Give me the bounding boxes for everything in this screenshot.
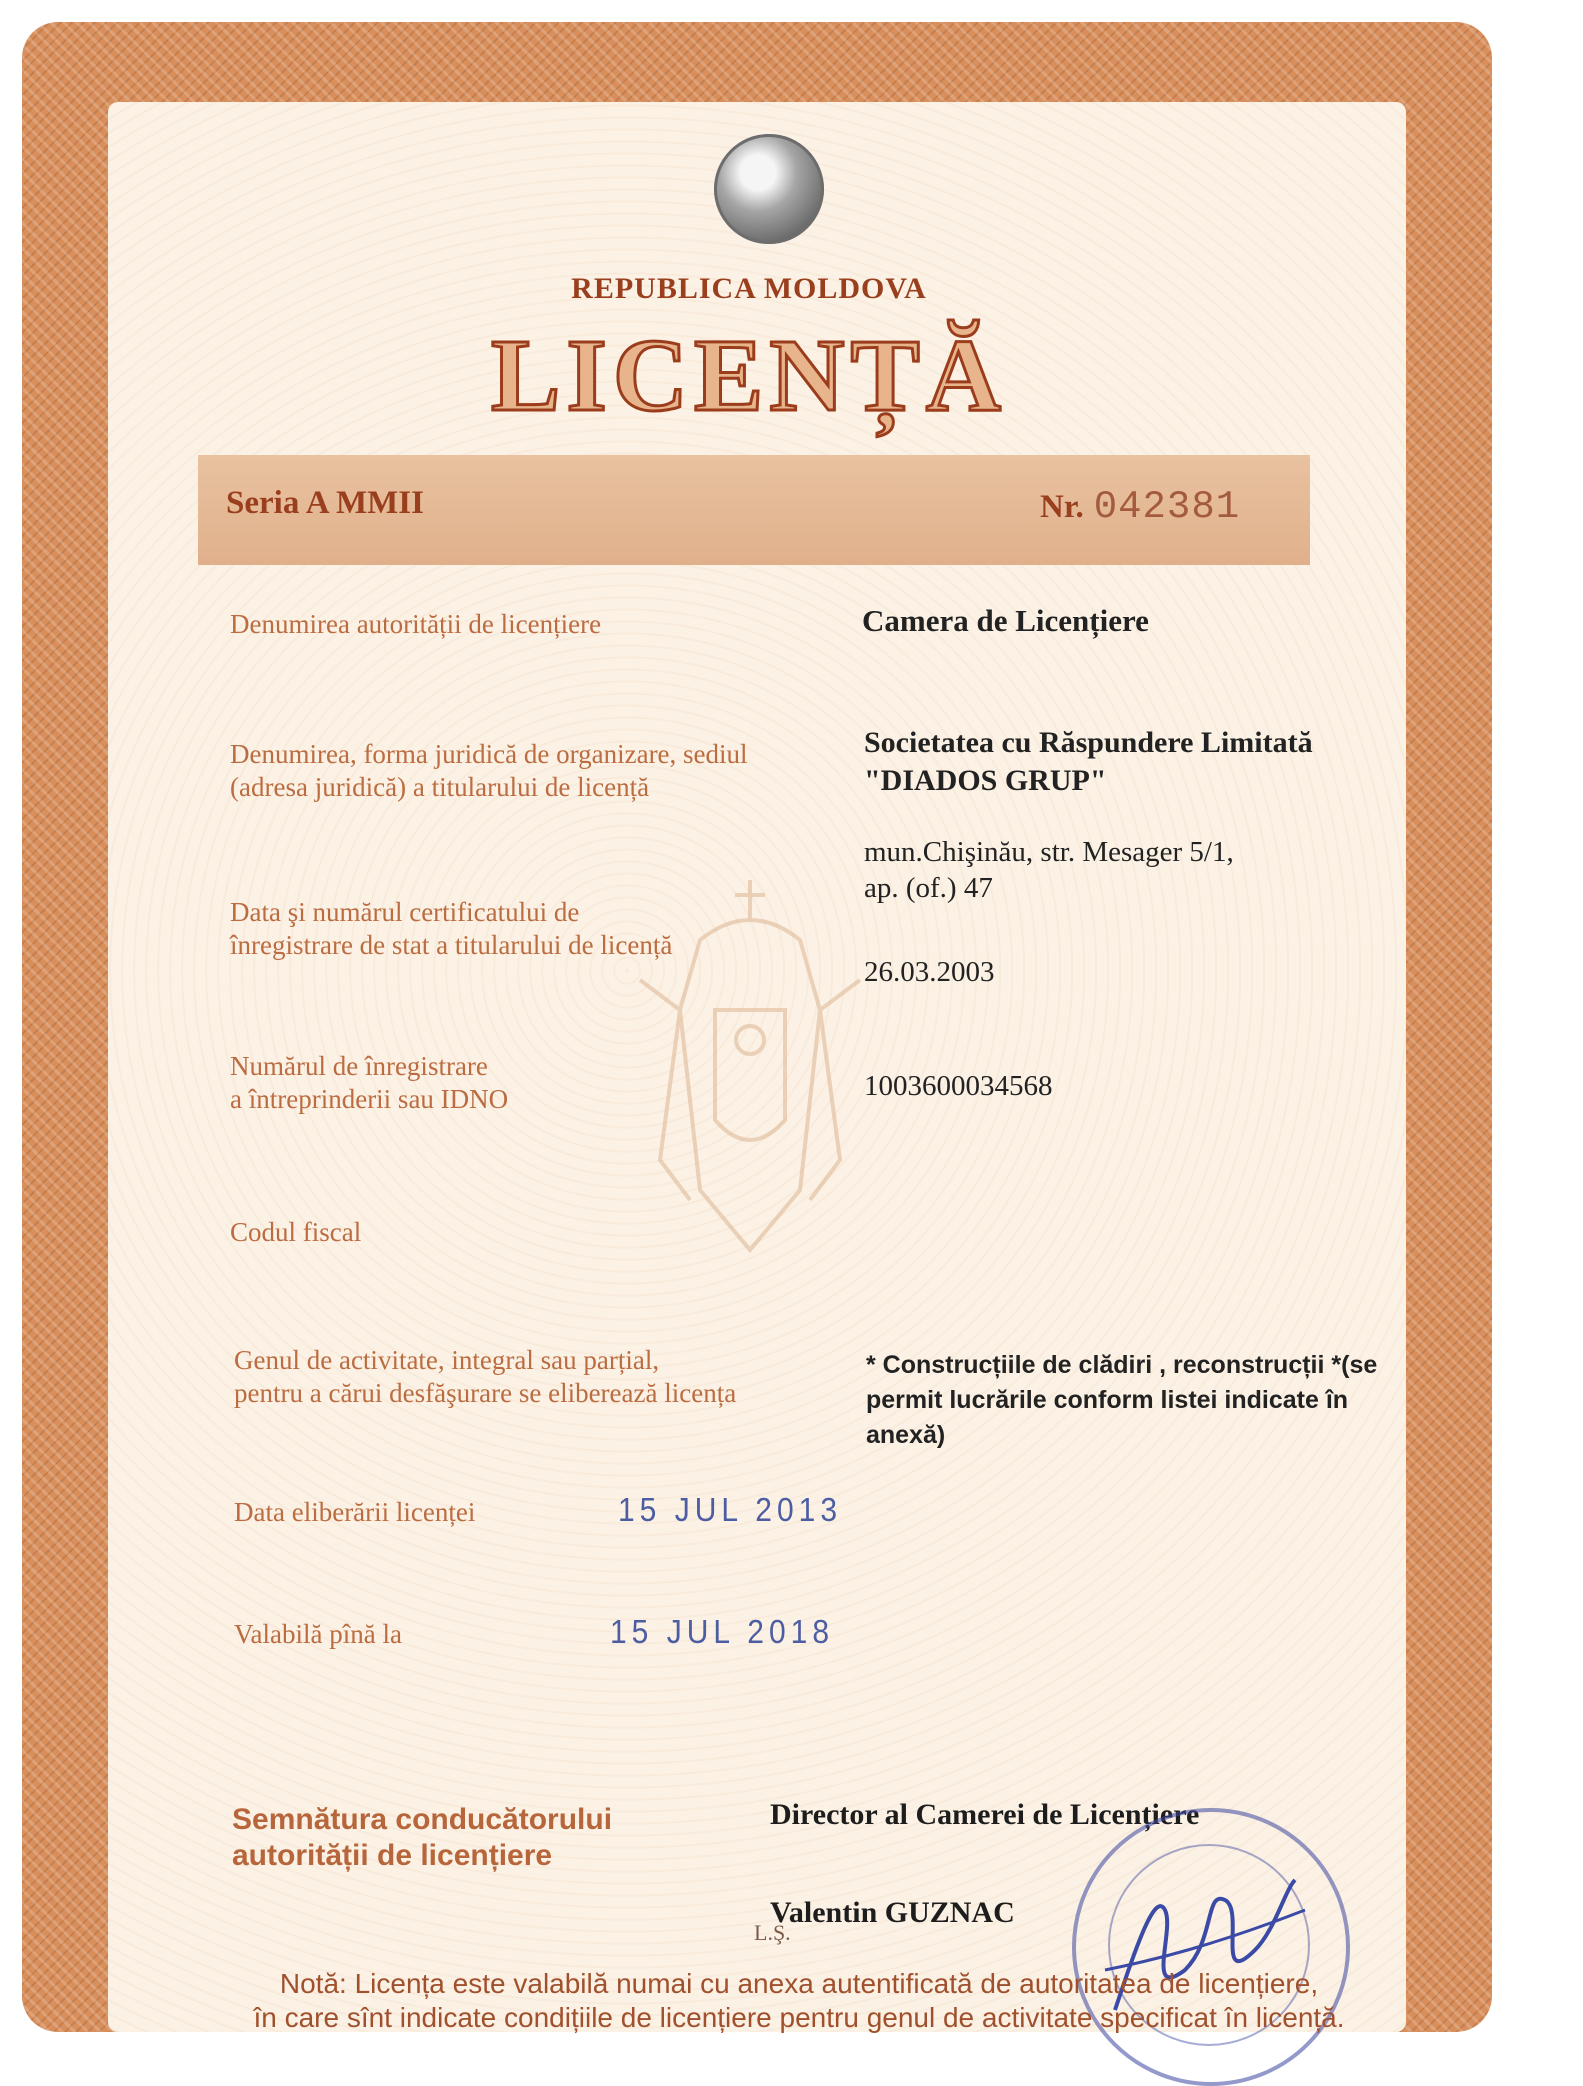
valid-until-label: Valabilă pînă la xyxy=(234,1619,402,1649)
certificate-label xyxy=(230,896,672,962)
address-line-1: mun.Chişinău, str. Mesager 5/1, xyxy=(864,836,1234,868)
signature-label xyxy=(232,1802,612,1874)
certificate-label-line-1: Data şi numărul certificatului de xyxy=(230,897,580,927)
holder-label-line-2: (adresa juridică) a titularului de licență xyxy=(230,771,650,802)
holder-value xyxy=(864,724,1313,799)
idno-value: 1003600034568 xyxy=(864,1070,1053,1102)
holder-value-line-1: Societatea cu Răspundere Limitată xyxy=(864,726,1313,759)
number-label: Nr. xyxy=(1040,489,1084,525)
activity-label-line-2: pentru a cărui desfăşurare se eliberează licența xyxy=(234,1377,737,1408)
activity-value-line-1: * Construcțiile de clădiri , reconstrucții *(se xyxy=(866,1351,1378,1379)
activity-value-line-3: anexă) xyxy=(866,1421,946,1449)
holder-label-line-1: Denumirea, forma juridică de organizare, sediul xyxy=(230,739,748,769)
idno-label-line-2: a întreprinderii sau IDNO xyxy=(230,1083,509,1114)
director-title: Director al Camerei de Licențiere xyxy=(770,1798,1200,1831)
license-number xyxy=(1040,485,1240,529)
holder-label xyxy=(230,738,748,804)
idno-label-line-1: Numărul de înregistrare xyxy=(230,1051,488,1081)
signature-label-line-1: Semnătura conducătorului xyxy=(232,1803,613,1836)
holder-value-line-2: "DIADOS GRUP" xyxy=(864,763,1107,797)
fiscal-code-label: Codul fiscal xyxy=(230,1217,362,1247)
activity-label-line-1: Genul de activitate, integral sau parțial, xyxy=(234,1345,660,1375)
footer-note-line-2: în care sînt indicate condițiile de licențiere pentru genul de activitate specificat în licență. xyxy=(253,2001,1345,2033)
hologram-seal-icon xyxy=(714,134,824,244)
certificate-label-line-2: înregistrare de stat a titularului de licență xyxy=(230,929,673,960)
valid-until-stamp: 15 JUL 2018 xyxy=(610,1614,835,1651)
issue-date-label: Data eliberării licenței xyxy=(234,1497,476,1527)
license-series: Seria A MMII xyxy=(226,485,424,521)
address-line-2: ap. (of.) 47 xyxy=(864,872,993,905)
signature-label-line-2: autorității de licențiere xyxy=(232,1839,553,1872)
signatory-name: Valentin GUZNAC xyxy=(770,1896,1015,1929)
activity-label xyxy=(234,1344,736,1410)
activity-value xyxy=(866,1348,1377,1453)
activity-value-line-2: permit lucrările conform listei indicate în xyxy=(866,1386,1349,1414)
authority-value: Camera de Licențiere xyxy=(862,603,1149,638)
number-value: 042381 xyxy=(1093,485,1241,529)
license-title: LICENȚĂ xyxy=(491,318,1007,433)
stamp-place-mark: L.Ş. xyxy=(754,1920,791,1945)
certificate-value: 26.03.2003 xyxy=(864,956,995,988)
country-heading: REPUBLICA MOLDOVA xyxy=(571,272,927,305)
issue-date-stamp: 15 JUL 2013 xyxy=(618,1492,843,1529)
address-value xyxy=(864,834,1234,907)
idno-label xyxy=(230,1050,508,1116)
footer-note-line-1: Notă: Licența este valabilă numai cu anexa autentificată de autoritatea de licențiere, xyxy=(279,1968,1319,1999)
footer-note xyxy=(150,1967,1448,2034)
authority-label: Denumirea autorității de licențiere xyxy=(230,609,602,639)
